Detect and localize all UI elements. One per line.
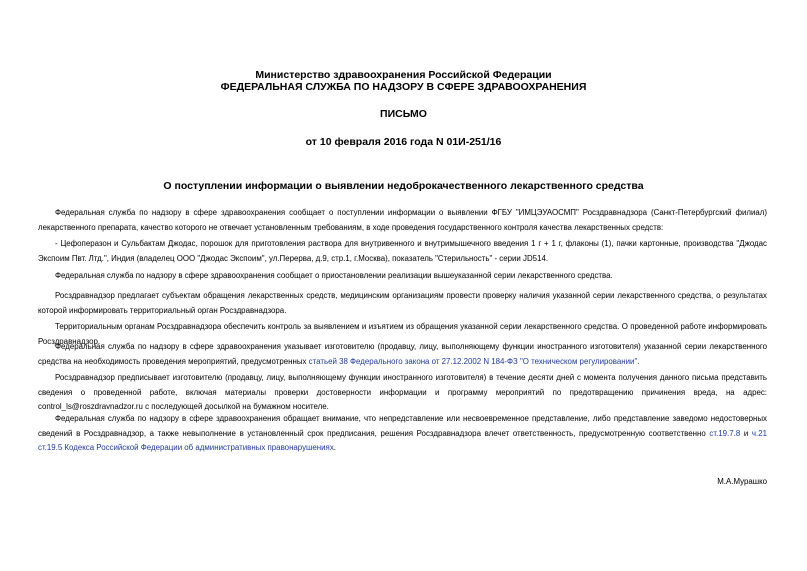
paragraph-8: [38, 412, 767, 456]
paragraph-6-text: Федеральная служба по надзору в сфере здравоохранения указывает изготовителю (продавцу, лицу, выполняющему функции иностранного изготовителя) указанной серии лекарственного средства на необходимость проведения мероприятий, предусмотренных: [38, 342, 767, 366]
paragraph-8-middle: и: [740, 428, 752, 438]
signature: М.А.Мурашко: [717, 477, 767, 486]
paragraph-8-text: Федеральная служба по надзору в сфере здравоохранения обращает внимание, что непредставление или несвоевременное представление, либо представление заведомо недостоверных сведений в Росздравнадзор, а также невыполнение в установленный срок предписания, решения Росздравнадзора влечет ответственность, предусмотренную соответственно: [38, 414, 767, 438]
paragraph-8-end: .: [333, 443, 336, 452]
document-title: О поступлении информации о выявлении недоброкачественного лекарственного средства: [163, 180, 644, 192]
paragraph-7: Росздравнадзор предписывает изготовителю (продавцу, лицу, выполняющему функции иностранного изготовителя) в течение десяти дней с момента получения данного письма представить сведения о проведенной работе, включая материалы проверки достоверности информации и программу мероприятий по предотвращению причинения вреда, на адрес: control_ls@roszdravnadzor.ru с последующей досылкой на бумажном носителе.: [38, 373, 767, 411]
document-date-number: от 10 февраля 2016 года N 01И-251/16: [305, 136, 502, 148]
paragraph-5: Территориальным органам Росздравнадзора обеспечить контроль за выявлением и изъятием из обращения указанной серии лекарственного средства. О проведенной работе информировать Росздравнадзор.: [38, 322, 767, 346]
koap-article-19-7-8-link[interactable]: ст.19.7.8: [709, 428, 741, 438]
ministry-name: Министерство здравоохранения Российской Федерации: [255, 69, 552, 81]
service-name: ФЕДЕРАЛЬНАЯ СЛУЖБА ПО НАДЗОРУ В СФЕРЕ ЗДРАВООХРАНЕНИЯ: [220, 81, 587, 93]
paragraph-6-end: .: [637, 356, 640, 366]
koap-article-19-5-link[interactable]: ч.21 ст.19.5 Кодекса Российской Федерации об административных правонарушениях: [38, 428, 767, 452]
paragraph-6: [38, 340, 767, 369]
paragraph-2: - Цефоперазон и Сульбактам Джодас, порошок для приготовления раствора для внутривенного и внутримышечного введения 1 г + 1 г, флаконы (1), пачки картонные, производства "Джодас Экспоим Пвт. Лтд.", Индия (владелец ООО "Джодас Экспоим", ул.Перерва, д.9, стр.1, г.Москва), показатель "Стерильность" - серии JD514.: [38, 239, 767, 263]
paragraph-4: Росздравнадзор предлагает субъектам обращения лекарственных средств, медицинским организациям провести проверку наличия указанной серии лекарственного средства, о результатах которой информировать территориальный орган Росздравнадзора.: [38, 291, 767, 315]
paragraph-3: Федеральная служба по надзору в сфере здравоохранения сообщает о приостановлении реализации вышеуказанной серии лекарственного средства.: [55, 271, 613, 280]
federal-law-184-link[interactable]: статьей 38 Федерального закона от 27.12.2002 N 184-ФЗ "О техническом регулировании": [308, 356, 638, 366]
paragraph-1: Федеральная служба по надзору в сфере здравоохранения сообщает о поступлении информации о выявлении ФГБУ "ИМЦЭУАОСМП" Росздравнадзора (Санкт-Петербургский филиал) лекарственного препарата, качество которого не отвечает установленным требованиям, в ходе проведения государственного контроля качества лекарственных средств:: [38, 208, 767, 232]
document-type: ПИСЬМО: [380, 108, 427, 120]
